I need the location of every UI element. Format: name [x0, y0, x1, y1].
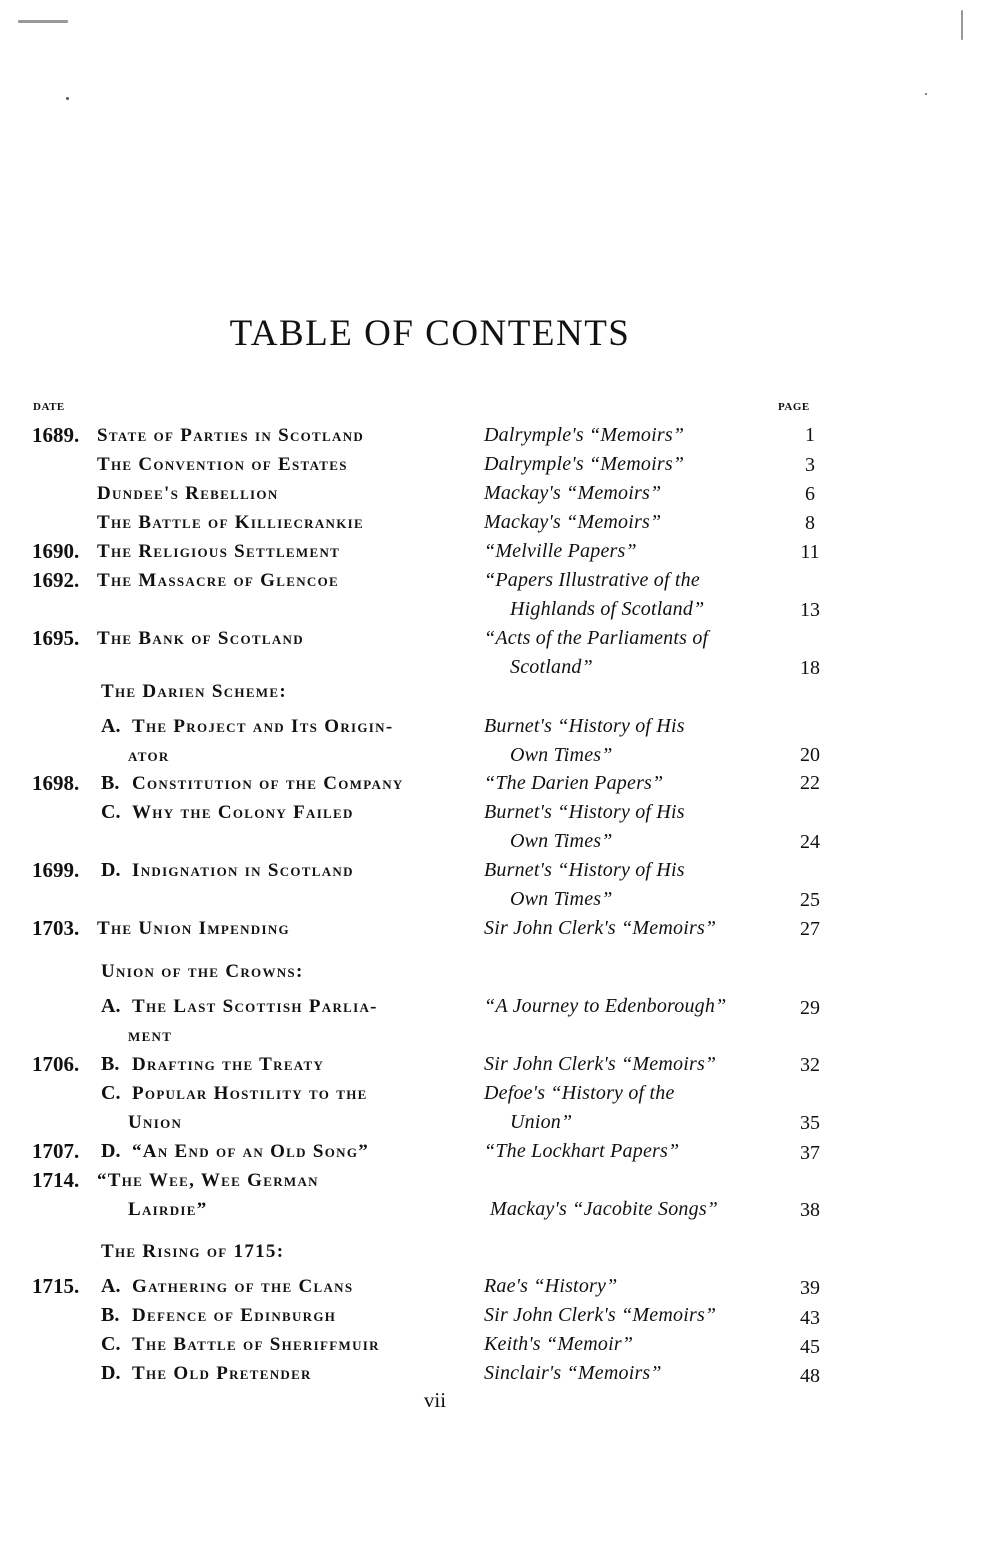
- entry-source: “Acts of the Parliaments of: [484, 627, 709, 649]
- entry-date: 1706.: [32, 1052, 80, 1076]
- entry-letter: B.: [101, 1304, 120, 1326]
- entry-source-continued: Union”: [510, 1111, 573, 1133]
- entry-page-number: 45: [800, 1336, 820, 1358]
- entry-letter: D.: [101, 859, 121, 881]
- entry-source: “A Journey to Edenborough”: [484, 995, 727, 1017]
- scan-speck: [18, 20, 68, 23]
- entry-source: “Melville Papers”: [484, 540, 637, 562]
- entry-title: Why the Colony Failed: [132, 802, 354, 823]
- section-heading: The Rising of 1715:: [101, 1241, 285, 1262]
- section-heading: Union of the Crowns:: [101, 961, 304, 982]
- entry-date: 1707.: [32, 1139, 80, 1163]
- entry-page-number: 27: [800, 918, 820, 940]
- entry-title: “The Wee, Wee German: [97, 1170, 319, 1191]
- entry-source: “The Darien Papers”: [484, 772, 664, 794]
- scan-speck: [66, 97, 69, 100]
- entry-title: “An End of an Old Song”: [132, 1141, 370, 1162]
- entry-letter: C.: [101, 1333, 121, 1355]
- entry-page-number: 18: [800, 657, 820, 679]
- entry-source: Dalrymple's “Memoirs”: [484, 424, 685, 446]
- entry-date: 1698.: [32, 771, 80, 795]
- entry-source: Burnet's “History of His: [484, 859, 685, 881]
- entry-title: State of Parties in Scotland: [97, 425, 365, 446]
- entry-date: 1690.: [32, 539, 80, 563]
- entry-source: Defoe's “History of the: [484, 1082, 675, 1104]
- date-column-header: DATE: [33, 401, 65, 413]
- entry-source: Sir John Clerk's “Memoirs”: [484, 1304, 717, 1326]
- entry-letter: C.: [101, 801, 121, 823]
- entry-title: The Battle of Killiecrankie: [97, 512, 364, 533]
- entry-source: Sir John Clerk's “Memoirs”: [484, 1053, 717, 1075]
- entry-date: 1703.: [32, 916, 80, 940]
- entry-title: Gathering of the Clans: [132, 1276, 354, 1297]
- entry-title: The Massacre of Glencoe: [97, 570, 339, 591]
- entry-page-number: 3: [805, 454, 815, 476]
- entry-title: Constitution of the Company: [132, 773, 404, 794]
- entry-source-continued: Own Times”: [510, 744, 613, 766]
- entry-source: “Papers Illustrative of the: [484, 569, 700, 591]
- entry-page-number: 32: [800, 1054, 820, 1076]
- entry-title: The Project and Its Origin-: [132, 716, 394, 737]
- entry-title: The Last Scottish Parlia-: [132, 996, 378, 1017]
- entry-page-number: 6: [805, 483, 815, 505]
- entry-page-number: 20: [800, 744, 820, 766]
- entry-title: The Old Pretender: [132, 1363, 312, 1384]
- entry-page-number: 37: [800, 1142, 820, 1164]
- entry-title: The Religious Settlement: [97, 541, 341, 562]
- entry-letter: B.: [101, 1053, 120, 1075]
- entry-title-continued: ment: [128, 1025, 173, 1046]
- entry-source: Dalrymple's “Memoirs”: [484, 453, 685, 475]
- entry-letter: A.: [101, 1275, 121, 1297]
- entry-page-number: 22: [800, 772, 820, 794]
- entry-date: 1699.: [32, 858, 80, 882]
- entry-source-continued: Own Times”: [510, 888, 613, 910]
- entry-title-continued: Lairdie”: [128, 1199, 208, 1220]
- entry-title: The Union Impending: [97, 918, 290, 939]
- entry-letter: C.: [101, 1082, 121, 1104]
- entry-source: Burnet's “History of His: [484, 715, 685, 737]
- entry-page-number: 25: [800, 889, 820, 911]
- scan-speck: [961, 10, 963, 40]
- page-folio: vii: [423, 1388, 447, 1412]
- entry-title: Drafting the Treaty: [132, 1054, 325, 1075]
- entry-title: Indignation in Scotland: [132, 860, 354, 881]
- entry-source: Sir John Clerk's “Memoirs”: [484, 917, 717, 939]
- entry-page-number: 29: [800, 997, 820, 1019]
- section-heading: The Darien Scheme:: [101, 681, 287, 702]
- entry-date: 1695.: [32, 626, 80, 650]
- entry-date: 1689.: [32, 423, 80, 447]
- entry-source: Burnet's “History of His: [484, 801, 685, 823]
- entry-title-continued: Union: [128, 1112, 183, 1133]
- entry-page-number: 11: [800, 541, 820, 563]
- entry-source: Mackay's “Memoirs”: [484, 482, 662, 504]
- entry-letter: D.: [101, 1140, 121, 1162]
- entry-title: The Convention of Estates: [97, 454, 348, 475]
- entry-page-number: 39: [800, 1277, 820, 1299]
- entry-source-continued: Own Times”: [510, 830, 613, 852]
- entry-page-number: 35: [800, 1112, 820, 1134]
- page-title: TABLE OF CONTENTS: [229, 313, 631, 354]
- entry-letter: D.: [101, 1362, 121, 1384]
- page-column-header: PAGE: [778, 401, 810, 413]
- entry-page-number: 43: [800, 1307, 820, 1329]
- entry-source: Mackay's “Memoirs”: [484, 511, 662, 533]
- entry-letter: A.: [101, 715, 121, 737]
- entry-title-continued: ator: [128, 745, 170, 766]
- entry-source: Rae's “History”: [484, 1275, 618, 1297]
- entry-page-number: 8: [805, 512, 815, 534]
- entry-source-continued: Highlands of Scotland”: [510, 598, 705, 620]
- entry-page-number: 13: [800, 599, 820, 621]
- entry-source-continued: Mackay's “Jacobite Songs”: [490, 1198, 719, 1220]
- entry-date: 1692.: [32, 568, 80, 592]
- entry-page-number: 48: [800, 1365, 820, 1387]
- entry-date: 1714.: [32, 1168, 80, 1192]
- entry-source: “The Lockhart Papers”: [484, 1140, 680, 1162]
- scan-speck: [925, 93, 927, 95]
- entry-letter: B.: [101, 772, 120, 794]
- entry-date: 1715.: [32, 1274, 80, 1298]
- entry-page-number: 38: [800, 1199, 820, 1221]
- entry-letter: A.: [101, 995, 121, 1017]
- entry-source-continued: Scotland”: [510, 656, 593, 678]
- entry-title: Defence of Edinburgh: [132, 1305, 337, 1326]
- entry-title: Dundee's Rebellion: [97, 483, 279, 504]
- entry-title: The Bank of Scotland: [97, 628, 304, 649]
- entry-source: Keith's “Memoir”: [484, 1333, 634, 1355]
- entry-page-number: 24: [800, 831, 820, 853]
- entry-title: Popular Hostility to the: [132, 1083, 368, 1104]
- entry-page-number: 1: [805, 424, 815, 446]
- entry-source: Sinclair's “Memoirs”: [484, 1362, 662, 1384]
- entry-title: The Battle of Sheriffmuir: [132, 1334, 380, 1355]
